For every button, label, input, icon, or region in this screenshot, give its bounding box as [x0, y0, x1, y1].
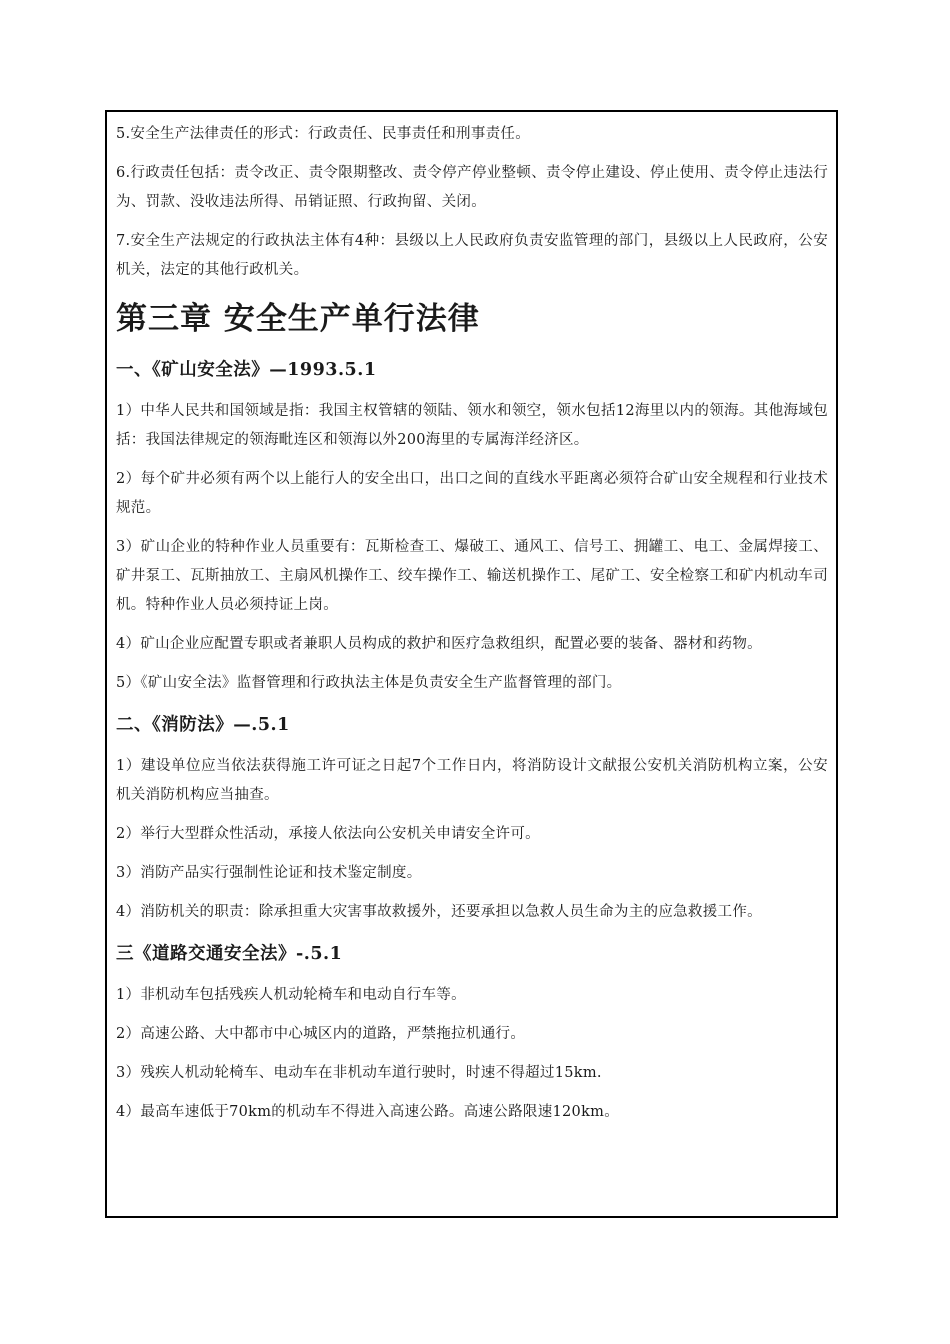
section-heading-mine-safety-law: 一、《矿山安全法》—1993.5.1: [116, 360, 377, 380]
list-item: 2）举行大型群众性活动，承接人依法向公安机关申请安全许可。: [116, 826, 540, 842]
list-item: 1）建设单位应当依法获得施工许可证之日起7个工作日内，将消防设计文献报公安机关消防机构立案，公安机关消防机构应当抽查。: [116, 758, 828, 803]
page-frame: [105, 110, 838, 1218]
intro-item: 7.安全生产法规定的行政执法主体有4种：县级以上人民政府负责安监管理的部门，县级以上人民政府，公安机关，法定的其他行政机关。: [116, 233, 828, 278]
list-item: 5）《矿山安全法》监督管理和行政执法主体是负责安全生产监督管理的部门。: [116, 675, 622, 691]
intro-item: 5.安全生产法律责任的形式：行政责任、民事责任和刑事责任。: [116, 126, 531, 142]
list-item: 3）残疾人机动轮椅车、电动车在非机动车道行驶时，时速不得超过15km.: [116, 1065, 602, 1081]
list-item: 4）最高车速低于70km的机动车不得进入高速公路。高速公路限速120km。: [116, 1104, 620, 1120]
chapter-title: 第三章 安全生产单行法律: [116, 301, 480, 337]
list-item: 2）高速公路、大中都市中心城区内的道路，严禁拖拉机通行。: [116, 1026, 526, 1042]
list-item: 2）每个矿井必须有两个以上能行人的安全出口，出口之间的直线水平距离必须符合矿山安全规程和行业技术规范。: [116, 471, 828, 516]
list-item: 1）非机动车包括残疾人机动轮椅车和电动自行车等。: [116, 987, 466, 1003]
list-item: 3）矿山企业的特种作业人员重要有：瓦斯检查工、爆破工、通风工、信号工、拥罐工、电工、金属焊接工、矿井泵工、瓦斯抽放工、主扇风机操作工、绞车操作工、输送机操作工、尾矿工、安全检察工和矿内机动车司机。特种作业人员必须持证上岗。: [116, 539, 828, 613]
list-item: 3）消防产品实行强制性论证和技术鉴定制度。: [116, 865, 422, 881]
list-item: 4）消防机关的职责：除承担重大灾害事故救援外，还要承担以急救人员生命为主的应急救援工作。: [116, 904, 762, 920]
section-heading-fire-law: 二、《消防法》—.5.1: [116, 715, 290, 735]
section-heading-road-traffic-law: 三《道路交通安全法》-.5.1: [116, 944, 343, 964]
list-item: 4）矿山企业应配置专职或者兼职人员构成的救护和医疗急救组织，配置必要的装备、器材和药物。: [116, 636, 762, 652]
list-item: 1）中华人民共和国领域是指：我国主权管辖的领陆、领水和领空，领水包括12海里以内的领海。其他海域包括：我国法律规定的领海毗连区和领海以外200海里的专属海洋经济区。: [116, 403, 828, 448]
document-body: [107, 112, 836, 1127]
intro-item: 6.行政责任包括：责令改正、责令限期整改、责令停产停业整顿、责令停止建设、停止使用、责令停止违法行为、罚款、没收违法所得、吊销证照、行政拘留、关闭。: [116, 165, 828, 210]
